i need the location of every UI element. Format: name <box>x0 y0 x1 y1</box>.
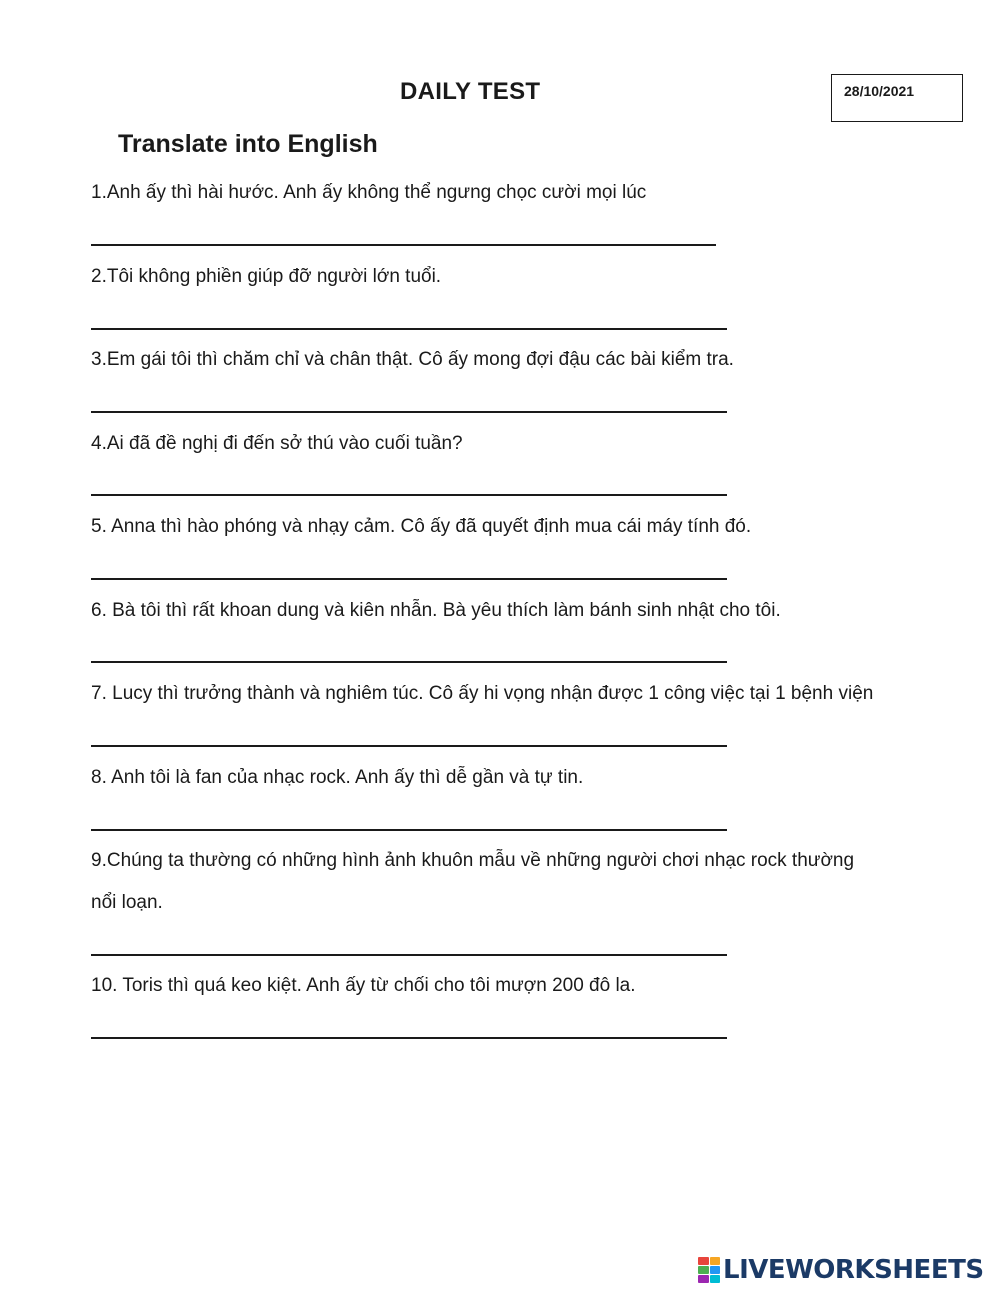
answer-line-9[interactable] <box>91 954 727 956</box>
liveworksheets-brand <box>698 1253 984 1287</box>
date-box <box>831 74 963 122</box>
date-text: 28/10/2021 <box>844 83 915 99</box>
answer-line-6[interactable] <box>91 661 727 663</box>
answer-line-8[interactable] <box>91 829 727 831</box>
answer-line-3[interactable] <box>91 411 727 413</box>
liveworksheets-logo-icon <box>698 1257 720 1283</box>
question-9-continued: nổi loạn. <box>91 892 163 913</box>
question-9: 9.Chúng ta thường có những hình ảnh khuôn mẫu về những người chơi nhạc rock thường <box>91 850 855 871</box>
answer-line-5[interactable] <box>91 578 727 580</box>
answer-line-4[interactable] <box>91 494 727 496</box>
brand-name: LIVEWORKSHEETS <box>723 1255 984 1285</box>
question-1: 1.Anh ấy thì hài hước. Anh ấy không thể ngưng chọc cười mọi lúc <box>91 182 647 203</box>
question-3: 3.Em gái tôi thì chăm chỉ và chân thật. Cô ấy mong đợi đậu các bài kiểm tra. <box>91 349 734 370</box>
answer-line-7[interactable] <box>91 745 727 747</box>
question-7: 7. Lucy thì trưởng thành và nghiêm túc. Cô ấy hi vọng nhận được 1 công việc tại 1 bệnh viện <box>91 683 874 704</box>
question-10: 10. Toris thì quá keo kiệt. Anh ấy từ chối cho tôi mượn 200 đô la. <box>91 975 636 996</box>
answer-line-10[interactable] <box>91 1037 727 1039</box>
page-title: DAILY TEST <box>400 78 541 105</box>
question-5: 5. Anna thì hào phóng và nhạy cảm. Cô ấy đã quyết định mua cái máy tính đó. <box>91 516 752 537</box>
instruction-heading: Translate into English <box>118 130 378 158</box>
answer-line-2[interactable] <box>91 328 727 330</box>
question-4: 4.Ai đã đề nghị đi đến sở thú vào cuối tuần? <box>91 433 463 454</box>
question-6: 6. Bà tôi thì rất khoan dung và kiên nhẫn. Bà yêu thích làm bánh sinh nhật cho tôi. <box>91 600 781 621</box>
answer-line-1[interactable] <box>91 244 716 246</box>
question-8: 8. Anh tôi là fan của nhạc rock. Anh ấy thì dễ gần và tự tin. <box>91 767 584 788</box>
question-2: 2.Tôi không phiền giúp đỡ người lớn tuổi. <box>91 266 442 287</box>
